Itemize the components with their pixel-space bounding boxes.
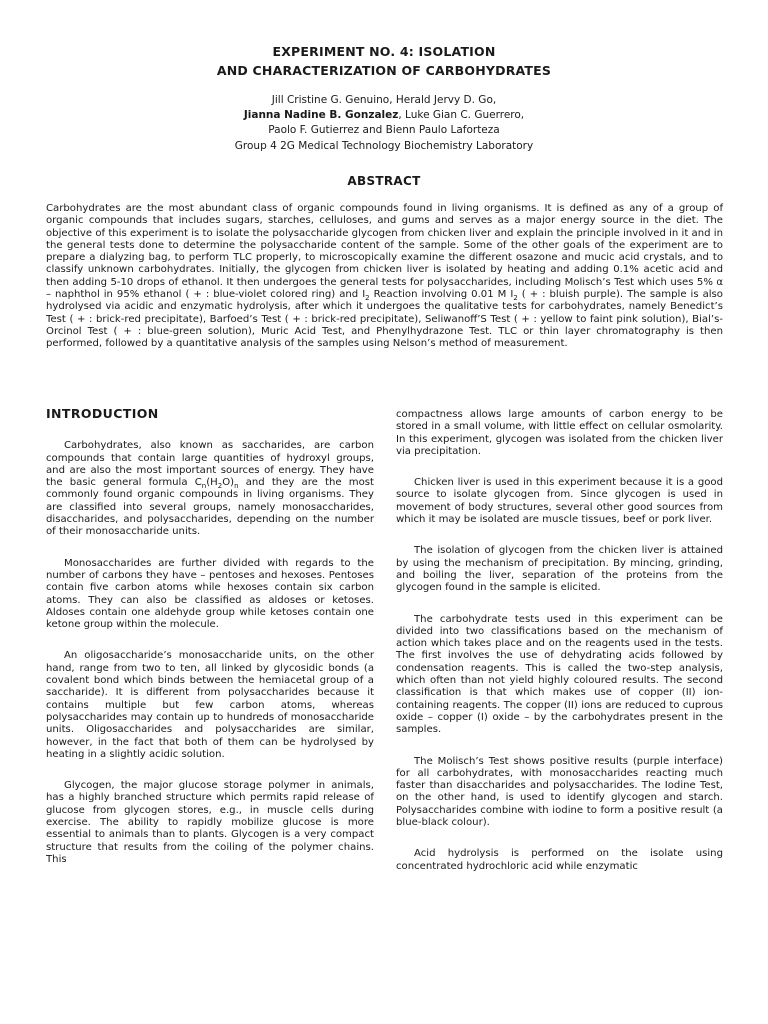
intro-p1-sub-1: n <box>201 482 207 491</box>
intro-paragraph-3: An oligosaccharide’s monosaccharide units, on the other hand, range from two to ten, all linked by glycosidic bonds (a covalent bond which binds between the hemiacetal group of a saccharide). It is different from polysaccharides because it contains multiple but few carbon atoms, whereas polysaccharides may contain up to hundreds of monosaccharide units. Oligosaccharides and polysaccharides are similar, however, in the fact that both of them can be hydrolysed by heating in a slightly acidic solution. <box>46 650 374 760</box>
intro-p1-sub-2: 2 <box>217 482 223 491</box>
affiliation-line: Group 4 2G Medical Technology Biochemistry Laboratory <box>234 139 534 152</box>
intro-paragraph-4: Glycogen, the major glucose storage polymer in animals, has a highly branched structure which permits rapid release of glucose from glycogen stores, e.g., in muscle cells during exercise. The ability to rapidly mobilize glucose is more essential to animals than to plants. Glycogen is a very compact structure that results from the coiling of the polymer chains. This <box>46 780 374 865</box>
intro-paragraph-8: The carbohydrate tests used in this experiment can be divided into two classifications based on the mechanism of action which takes place and on the reagents used in the tests. The first involves the use of dehydrating acids followed by condensation reagents. This is called the two-step analysis, which often than not yield highly coloured results. The second classification is that which makes use of copper (II) ion-containing reagents. The copper (II) ions are reduced to cuprous oxide – copper (I) oxide – by the carbohydrates present in the samples. <box>396 613 723 736</box>
right-column <box>396 409 723 892</box>
abstract-part-c: ( + : bluish purple). The sample is also hydrolysed via acidic and enzymatic hydrolysis, after which it undergoes the qualitative tests for carbohydrates, namely Benedict’s Test ( + : brick-red precipitate), Barfoed’s Test ( + : brick-red precipitate), Seliwanoff’S Test ( + : yellow to faint pink solution), Bial’s-Orcinol Test ( + : blue-green solution), Muric Acid Test, and Phenylhydrazone Test. TLC or thin layer chromatography is then performed, followed by a quantitative analysis of the samples using Nelson’s method of measurement. <box>46 289 723 350</box>
title-line-1: EXPERIMENT NO. 4: ISOLATION <box>272 44 496 59</box>
intro-paragraph-6: Chicken liver is used in this experiment because it is a good source to isolate glycogen from. Since glycogen is used in movement of body structures, several other good sources from which it may be isolated are muscle tissues, beef or pork liver. <box>396 477 723 526</box>
author-bold-name: Jianna Nadine B. Gonzalez <box>243 109 399 122</box>
intro-paragraph-9: The Molisch’s Test shows positive results (purple interface) for all carbohydrates, with monosaccharides reacting much faster than disaccharides and polysaccharides. The Iodine Test, on the other hand, is used to identify glycogen and starch. Polysaccharides combine with iodine to form a positive result (a blue-black colour). <box>396 755 723 829</box>
intro-p1-sub-3: n <box>234 482 239 491</box>
intro-paragraph-10: Acid hydrolysis is performed on the isolate using concentrated hydrochloric acid while enzymatic <box>396 848 723 872</box>
intro-p1-part-d: and they are the most commonly found organic compounds in living organisms. They are classified into several groups, namely monosaccharides, disaccharides, and polysaccharides, depending on the number of their monosaccharide units. <box>46 477 374 538</box>
intro-p1-part-b: (H <box>206 477 218 489</box>
author-block <box>0 93 768 154</box>
intro-p1-part-c: O) <box>222 477 235 489</box>
author-line-1: Jill Cristine G. Genuino, Herald Jervy D. Go, <box>271 94 497 106</box>
author-line-3: Paolo F. Gutierrez and Bienn Paulo Laforteza <box>268 124 500 137</box>
abstract-heading: ABSTRACT <box>347 174 421 188</box>
introduction-heading: INTRODUCTION <box>46 406 159 421</box>
intro-paragraph-7: The isolation of glycogen from the chicken liver is attained by using the mechanism of precipitation. By mincing, grinding, and boiling the liver, separation of the proteins from the glycogen found in the sample is elicited. <box>396 545 723 594</box>
author-line-2-rest: , Luke Gian C. Guerrero, <box>398 109 525 122</box>
abstract-text <box>46 203 723 351</box>
abstract-sub-2: 2 <box>513 294 518 303</box>
intro-paragraph-2: Monosaccharides are further divided with regards to the number of carbons they have – pentoses and hexoses. Pentoses contain five carbon atoms while hexoses contain six carbon atoms. They can also be classified as aldoses or ketoses. Aldoses contain one aldehyde group while ketoses contain one ketone group within the molecule. <box>46 557 374 631</box>
left-column <box>46 408 374 885</box>
author-line-2 <box>0 108 768 123</box>
intro-p1-part-a: Carbohydrates, also known as saccharides, are carbon compounds that contain large quantities of hydroxyl groups, and are also the most important sources of energy. They have the basic general formula C <box>46 440 374 489</box>
abstract-sub-1: 2 <box>365 294 370 303</box>
intro-paragraph-1 <box>46 440 374 538</box>
abstract-part-b: Reaction involving 0.01 M I <box>369 289 514 301</box>
abstract-part-a: Carbohydrates are the most abundant class of organic compounds found in living organisms. It is defined as any of a group of organic compounds that includes sugars, starches, celluloses, and gums and serves as a major energy source in the diet. The objective of this experiment is to isolate the polysaccharide glycogen from chicken liver and explain the principle involved in it and in the general tests done to determine the polysaccharide content of the sample. Some of the other goals of the experiment are to prepare a dialyzing bag, to perform TLC properly, to microscopically examine the different osazone and mucic acid crystals, and to classify unknown carbohydrates. Initially, the glycogen from chicken liver is isolated by heating and adding 0.1% acetic acid and then adding 5-10 drops of ethanol. It then undergoes the general tests for polysaccharides, including Molisch’s Test which uses 5% α – naphthol in 95% ethanol ( + : blue-violet colored ring) and I <box>46 203 723 301</box>
intro-paragraph-5: compactness allows large amounts of carbon energy to be stored in a small volume, with little effect on cellular osmolarity. In this experiment, glycogen was isolated from the chicken liver via precipitation. <box>396 409 723 457</box>
title-line-2: AND CHARACTERIZATION OF CARBOHYDRATES <box>216 63 552 78</box>
